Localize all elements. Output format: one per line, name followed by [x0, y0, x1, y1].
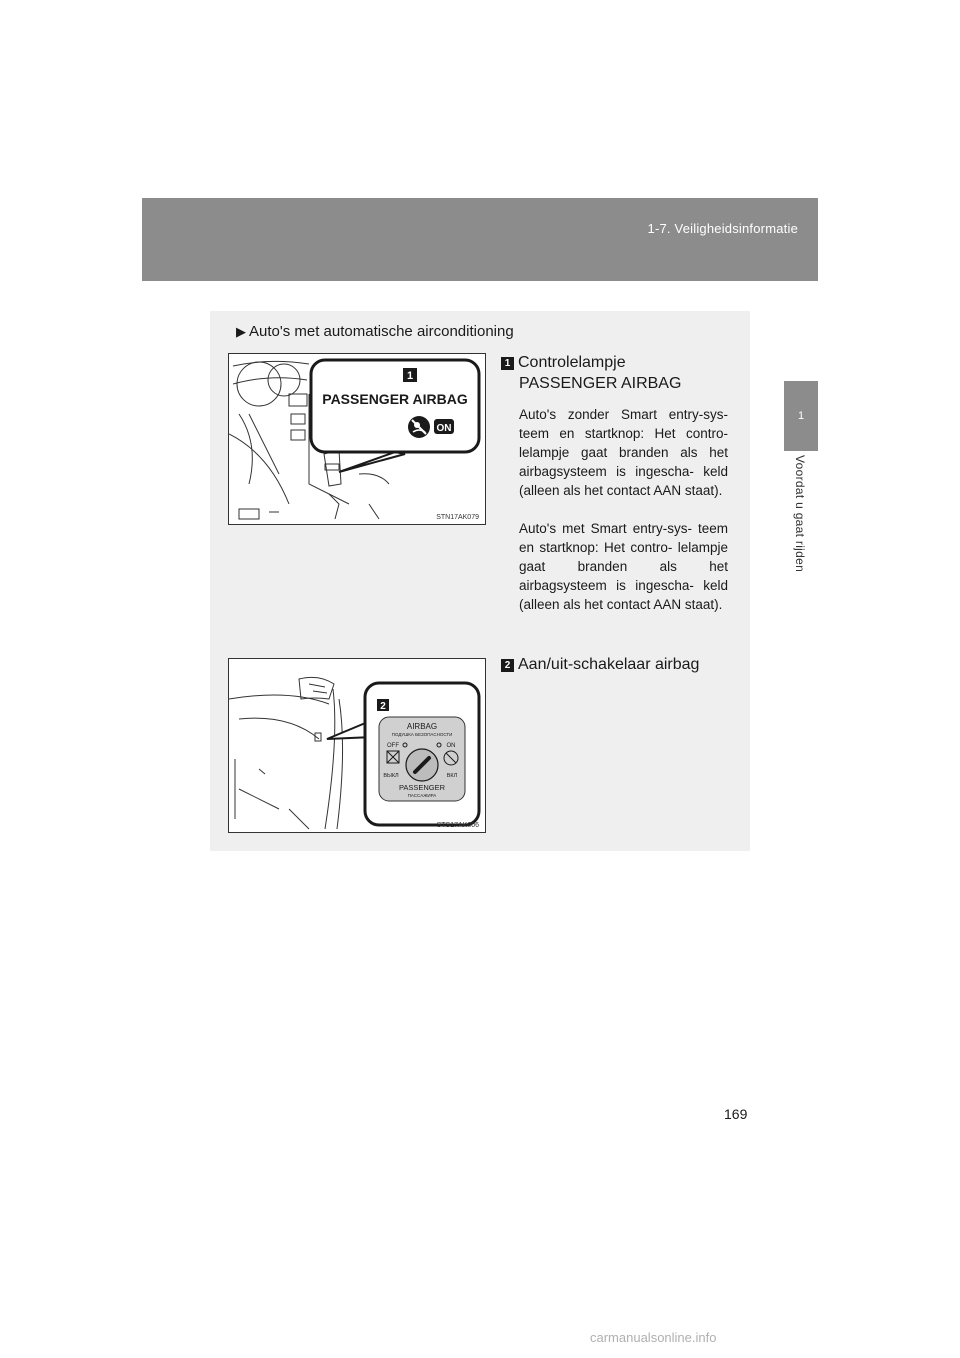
item-title-line2: PASSENGER AIRBAG [519, 375, 682, 392]
paragraph-without-smart-entry: Auto's zonder Smart entry-sys- teem en startknop: Het contro- lelampje gaat branden als het airbagsysteem is ingescha- keld (alleen als het contact AAN staat). [519, 407, 728, 498]
item-title-line1: Controlelampje [518, 354, 626, 371]
airbag-switch-drawing [229, 659, 485, 832]
switch-title: AIRBAG [406, 722, 438, 731]
passenger-airbag-lamp-label: PASSENGER AIRBAG [322, 391, 468, 407]
subtitle-text: Auto's met automatische airconditioning [249, 323, 514, 340]
triangle-bullet-icon: ▶ [236, 324, 246, 339]
airbag-off-icon [408, 416, 430, 438]
chapter-tab: 1 [784, 381, 818, 451]
item-number-badge: 2 [501, 659, 514, 672]
watermark: carmanualsonline.info [590, 1330, 717, 1345]
item-number-badge: 1 [501, 357, 514, 370]
chapter-label: Voordat u gaat rijden [793, 455, 807, 573]
switch-title-ru: ПОДУШКА БЕЗОПАСНОСТИ [391, 732, 453, 737]
item-title: Aan/uit-schakelaar airbag [518, 656, 700, 673]
item-airbag-switch-heading [501, 654, 741, 675]
header-band [142, 198, 818, 281]
item-controlelampje-heading [501, 352, 741, 394]
callout-number: 2 [380, 701, 386, 712]
on-indicator-label: ON [436, 423, 452, 434]
subtitle [236, 323, 514, 340]
passenger-label-ru: ПАССАЖИРА [407, 793, 437, 798]
content-box [210, 311, 750, 851]
dashboard-illustration [228, 353, 486, 525]
off-label-ru: ВЫКЛ [383, 773, 399, 779]
paragraph-with-smart-entry: Auto's met Smart entry-sys- teem en startknop: Het contro- lelampje gaat branden als het airbagsysteem is ingescha- keld (alleen als het contact AAN staat). [519, 521, 728, 612]
off-label: OFF [387, 743, 399, 749]
airbag-switch-illustration [228, 658, 486, 833]
on-label-ru: ВКЛ [446, 773, 458, 779]
callout-number: 1 [406, 370, 414, 382]
passenger-label: PASSENGER [398, 783, 446, 792]
dashboard-drawing [229, 354, 485, 524]
figure-code: STN17AK079 [436, 514, 479, 521]
on-label: ON [446, 743, 456, 749]
figure-code: STS17AK006 [436, 822, 479, 829]
page-number: 169 [724, 1106, 748, 1122]
key-switch-knob [406, 749, 438, 781]
chapter-label-container [784, 455, 818, 605]
section-title: 1-7. Veiligheidsinformatie [647, 221, 798, 236]
